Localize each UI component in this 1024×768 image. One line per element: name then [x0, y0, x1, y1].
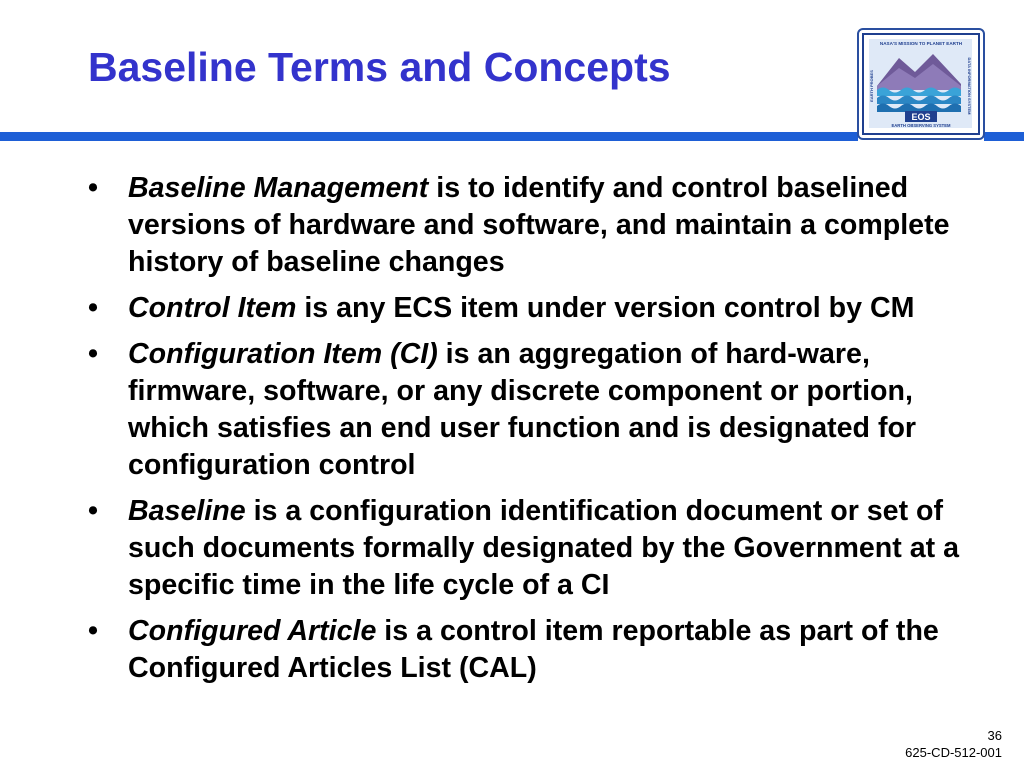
bullet-item: [84, 170, 999, 281]
bullet-list: [84, 170, 999, 696]
bullet-term: Baseline Management: [128, 172, 429, 204]
title-divider-right: [984, 132, 1024, 141]
bullet-dot: •: [88, 615, 99, 647]
bullet-term: Configuration Item (CI): [128, 338, 438, 370]
bullet-dot: •: [88, 172, 99, 204]
bullet-text: is any ECS item under version control by CM: [296, 292, 915, 324]
bullet-item: [84, 290, 999, 327]
title-divider: [0, 132, 858, 141]
bullet-text: is an aggregation of hard-ware, firmware, software, or any discrete component or portion, which satisfies an end user function and is designated for configuration control: [128, 338, 917, 481]
bullet-text: is a configuration identification document or set of such documents formally designated by the Government at a specific time in the life cycle of a CI: [128, 495, 959, 601]
page-number: 36: [987, 728, 1002, 743]
logo-center-text: EOS: [911, 112, 931, 122]
bullet-item: [84, 493, 999, 604]
bullet-term: Control Item: [128, 292, 297, 324]
logo-top-text: NASA'S MISSION TO PLANET EARTH: [879, 41, 963, 46]
bullet-dot: •: [88, 495, 99, 527]
bullet-item: [84, 336, 999, 484]
eos-logo: [857, 28, 985, 140]
bullet-dot: •: [88, 338, 99, 370]
logo-bottom-text: EARTH OBSERVING SYSTEM: [891, 123, 951, 128]
bullet-text: is a control item reportable as part of the Configured Articles List (CAL): [128, 615, 939, 684]
slide-title: Baseline Terms and Concepts: [88, 44, 671, 90]
bullet-text: is to identify and control baselined versions of hardware and software, and maintain a complete history of baseline changes: [128, 172, 950, 278]
bullet-dot: •: [88, 292, 99, 324]
bullet-term: Baseline: [128, 495, 246, 527]
bullet-item: [84, 613, 999, 687]
bullet-term: Configured Article: [128, 615, 377, 647]
logo-right-text: DATA INFORMATION SYSTEM: [967, 57, 972, 115]
logo-left-text: EARTH PROBES: [869, 70, 874, 102]
document-id: 625-CD-512-001: [905, 745, 1002, 760]
